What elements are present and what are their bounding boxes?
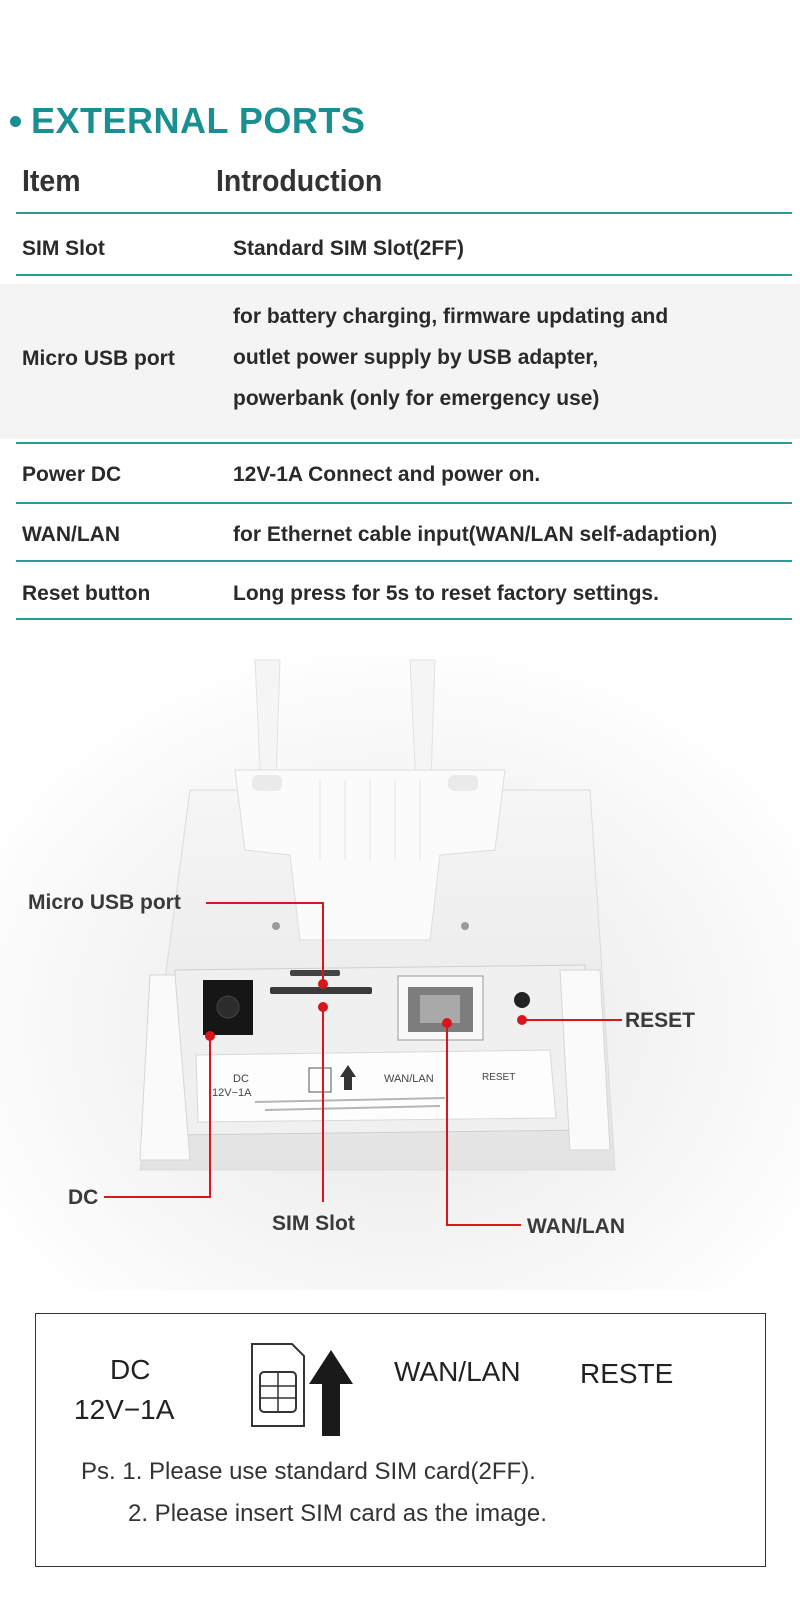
callout-line [206,902,324,904]
device-label-wan: WAN/LAN [384,1073,434,1085]
label-reset: RESTE [580,1358,674,1389]
callout-line [522,1019,622,1021]
up-arrow-icon [309,1350,353,1436]
callout-line [104,1196,211,1198]
sim-card-icon [250,1342,306,1428]
table-row-item: SIM Slot [22,237,105,260]
callout-wan: WAN/LAN [527,1215,625,1238]
column-header-introduction: Introduction [216,163,383,198]
note-line-1: Ps. 1. Please use standard SIM card(2FF). [81,1458,536,1485]
callout-line [209,1036,211,1198]
bullet-dot-icon [10,116,21,127]
device-label-dc-spec: 12V−1A [212,1087,252,1099]
callout-dot [442,1018,452,1028]
intro-line: for battery charging, firmware updating and [233,305,669,328]
label-dc-spec: 12V−1A [74,1394,175,1425]
table-rule [16,560,792,562]
table-row-item: Reset button [22,582,151,605]
table-rule [16,442,792,444]
callout-line [322,1006,324,1202]
callout-dc: DC [68,1186,99,1209]
callout-dot [318,979,328,989]
callout-line [322,902,324,984]
device-label-dc: DC [233,1073,249,1085]
table-row-intro: Long press for 5s to reset factory settings. [233,582,659,605]
callout-dot [517,1015,527,1025]
table-rule [16,274,792,276]
table-row-intro: 12V-1A Connect and power on. [233,463,541,486]
label-wan: WAN/LAN [394,1356,521,1387]
table-row-item: Power DC [22,463,122,486]
table-row-item: Micro USB port [22,347,175,370]
callout-dot [205,1031,215,1041]
device-label-reset: RESET [482,1072,516,1083]
table-row-intro: for Ethernet cable input(WAN/LAN self-adaption) [233,523,718,546]
port-label-box [35,1313,766,1567]
callout-sim: SIM Slot [272,1212,355,1235]
label-dc: DC [110,1354,151,1385]
router-photo [0,630,800,1290]
table-rule [16,502,792,504]
section-title: EXTERNAL PORTS [31,100,366,141]
table-rule [16,618,792,620]
router-illustration [0,630,800,1290]
table-row-intro: Standard SIM Slot(2FF) [233,237,464,260]
callout-dot [318,1002,328,1012]
callout-line [446,1224,521,1226]
table-rule [16,212,792,214]
section-heading [10,100,365,142]
callout-line [446,1022,448,1226]
table-row-intro [233,296,668,419]
column-header-item: Item [22,163,81,198]
note-line-2: 2. Please insert SIM card as the image. [128,1500,547,1527]
callout-micro-usb: Micro USB port [28,891,181,914]
callout-reset: RESET [625,1009,696,1032]
intro-line: powerbank (only for emergency use) [233,387,600,410]
intro-line: outlet power supply by USB adapter, [233,346,599,369]
table-row-item: WAN/LAN [22,523,120,546]
